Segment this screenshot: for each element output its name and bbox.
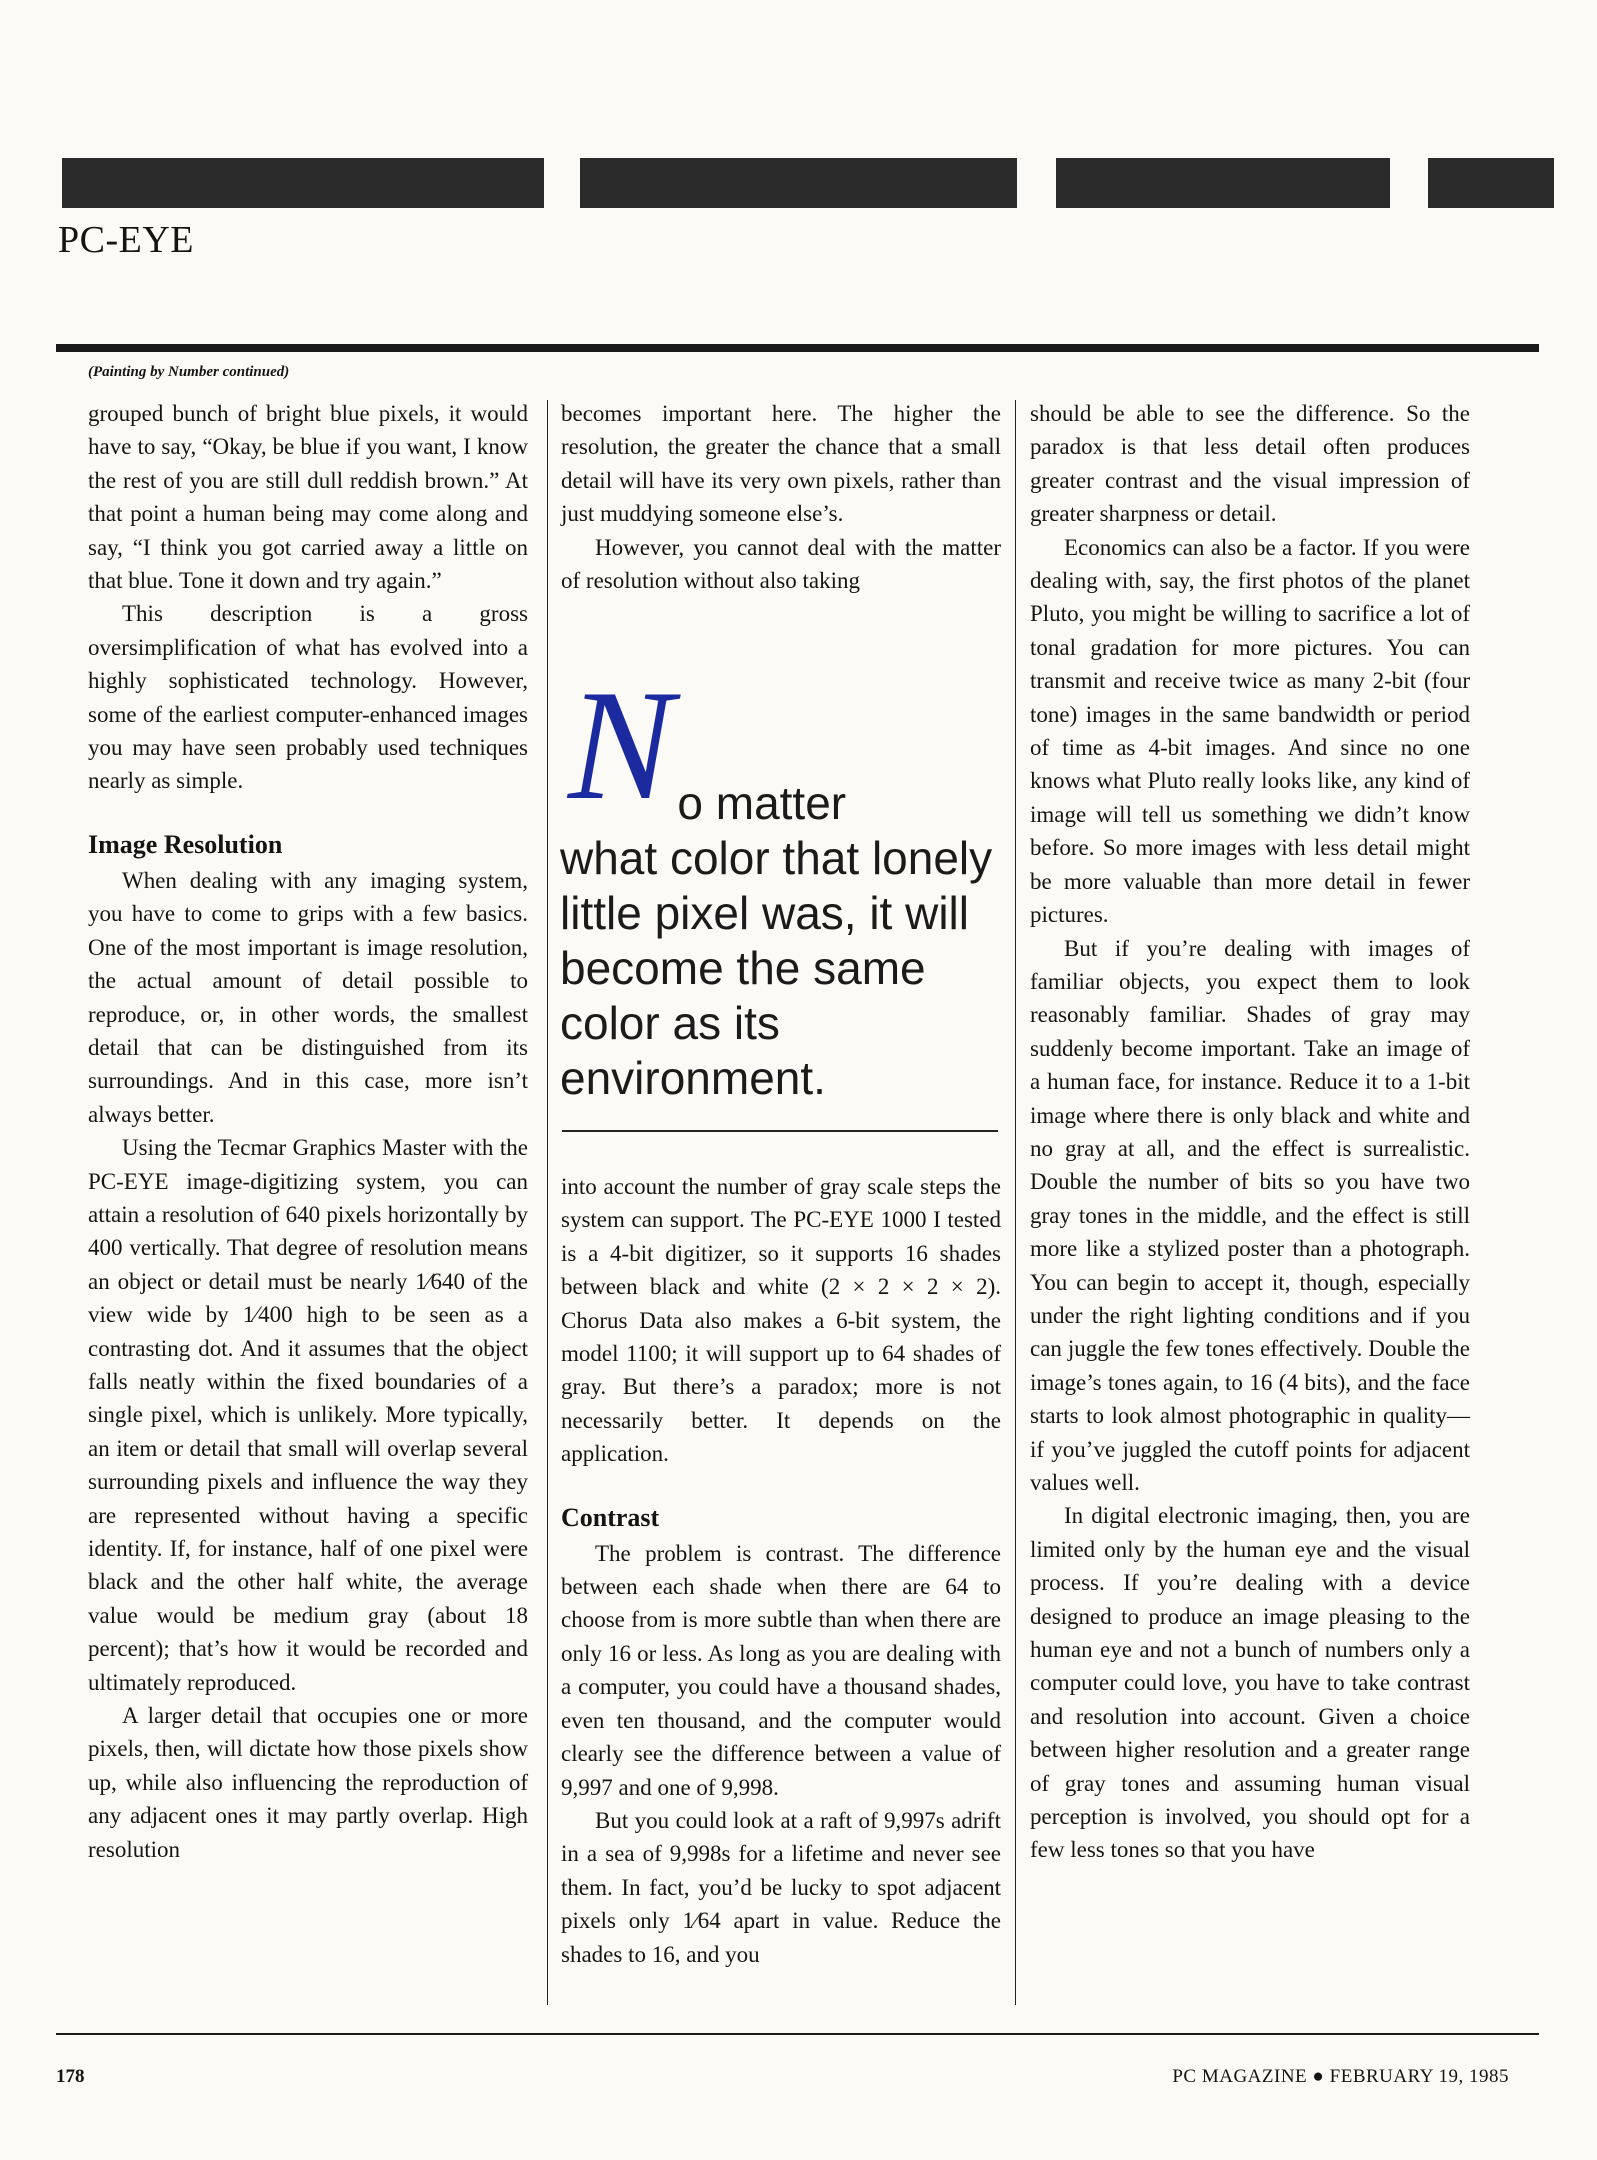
- column-2-bottom: [561, 1170, 1001, 1971]
- footer-publication: [1172, 2066, 1509, 2088]
- pull-quote: [560, 658, 1000, 1106]
- header-bar-2: [580, 158, 1017, 208]
- pull-quote-text: what color that lonely little pixel was, it will become the same color as its environment.: [560, 832, 993, 1104]
- paragraph: However, you cannot deal with the matter of resolution without also taking: [561, 534, 1001, 594]
- subheading-image-resolution: Image Resolution: [88, 829, 283, 859]
- header-bar-3: [1056, 158, 1390, 208]
- pull-quote-first-line: o matter: [677, 777, 847, 829]
- column-1: [88, 397, 528, 1866]
- paragraph: In digital electronic imaging, then, you are limited only by the human eye and the visual process. If you’re dealing with a device designed to produce an image pleasing to the human eye and not a bunch of numbers only a computer could love, you have to take contrast and resolution into account. Given a choice between higher resolution and a greater range of gray tones and assuming human visual perception is involved, you should opt for a few less tones so that you have: [1030, 1503, 1470, 1863]
- bullet-icon: ●: [1312, 2066, 1325, 2087]
- column-divider: [1015, 400, 1016, 2005]
- page-number: 178: [56, 2066, 85, 2087]
- subheading-contrast: Contrast: [561, 1502, 660, 1532]
- continuation-note: (Painting by Number continued): [88, 364, 290, 380]
- bottom-rule: [56, 2033, 1539, 2035]
- header-bar-1: [62, 158, 544, 208]
- paragraph: should be able to see the difference. So the paradox is that less detail often produces greater contrast and the visual impression of greater sharpness or detail.: [1030, 401, 1470, 527]
- paragraph: Using the Tecmar Graphics Master with the PC-EYE image-digitizing system, you can attain a resolution of 640 pixels horizontally by 400 vertically. That degree of resolution means an object or detail must be nearly 1⁄640 of the view wide by 1⁄400 high to be seen as a contrasting dot. And it assumes that the object falls neatly within the fixed boundaries of a single pixel, which is unlikely. More typically, an item or detail that small will overlap several surrounding pixels and influence the way they are represented without having a specific identity. If, for instance, half of one pixel were black and the other half white, the average value would be medium gray (about 18 percent); that’s how it would be recorded and ultimately reproduced.: [88, 1135, 528, 1695]
- column-divider: [547, 400, 548, 2005]
- paragraph: When dealing with any imaging system, you have to come to grips with a few basics. One of the most important is image resolution, the actual amount of detail possible to reproduce, or, in other words, the smallest detail that can be distinguished from its surroundings. And in this case, more isn’t always better.: [88, 867, 528, 1127]
- paragraph: A larger detail that occupies one or more pixels, then, will dictate how those pixels show up, while also influencing the reproduction of any adjacent ones it may partly overlap. High resolution: [88, 1703, 528, 1862]
- paragraph: The problem is contrast. The difference between each shade when there are 64 to choose from is more subtle than when there are only 16 or less. As long as you are dealing with a computer, you could have a thousand shades, even ten thousand, and the computer would clearly see the difference between a value of 9,997 and one of 9,998.: [561, 1540, 1001, 1800]
- drop-cap: N: [568, 658, 674, 833]
- issue-date: FEBRUARY 19, 1985: [1329, 2066, 1509, 2087]
- paragraph: Economics can also be a factor. If you were dealing with, say, the first photos of the planet Pluto, you might be willing to sacrifice a lot of tonal gradation for more pictures. You can transmit and receive twice as many 2-bit (four tone) images in the same bandwidth or period of time as 4-bit images. And since no one knows what Pluto really looks like, any kind of image will tell us something we didn’t know before. So more images with less detail might be more valuable than more detail in fewer pictures.: [1030, 534, 1470, 928]
- paragraph: into account the number of gray scale steps the system can support. The PC-EYE 1000 I tested is a 4-bit digitizer, so it supports 16 shades between black and white (2 × 2 × 2 × 2). Chorus Data also makes a 6-bit system, the model 1100; it will support up to 64 shades of gray. But there’s a paradox; more is not necessarily better. It depends on the application.: [561, 1174, 1001, 1467]
- paragraph: grouped bunch of bright blue pixels, it would have to say, “Okay, be blue if you want, I know the rest of you are still dull reddish brown.” At that point a human being may come along and say, “I think you got carried away a little on that blue. Tone it down and try again.”: [88, 401, 528, 594]
- publication-name: PC MAGAZINE: [1172, 2066, 1308, 2087]
- pull-quote-rule: [562, 1130, 998, 1132]
- header-bar-4: [1428, 158, 1554, 208]
- paragraph: But you could look at a raft of 9,997s adrift in a sea of 9,998s for a lifetime and never see them. In fact, you’d be lucky to spot adjacent pixels only 1⁄64 apart in value. Reduce the shades to 16, and you: [561, 1807, 1001, 1967]
- column-2-top: [561, 397, 1001, 597]
- top-rule: [56, 344, 1539, 352]
- paragraph: But if you’re dealing with images of familiar objects, you expect them to look reasonably familiar. Shades of gray may suddenly become important. Take an image of a human face, for instance. Reduce it to a 1-bit image where there is only black and white and no gray at all, and the effect is surrealistic. Double the number of bits so you have two gray tones in the middle, and the effect is still more like a stylized poster than a photograph. You can begin to accept it, though, especially under the right lighting conditions and if you can juggle the few tones effectively. Double the image’s tones again, to 16 (4 bits), and the face starts to look almost photographic in quality—if you’ve juggled the cutoff points for adjacent values well.: [1030, 935, 1470, 1495]
- paragraph: This description is a gross oversimplification of what has evolved into a highly sophisticated technology. However, some of the earliest computer-enhanced images you may have seen probably used techniques nearly as simple.: [88, 601, 528, 794]
- paragraph: becomes important here. The higher the resolution, the greater the chance that a small detail will have its very own pixels, rather than just muddying someone else’s.: [561, 401, 1001, 527]
- section-title: PC-EYE: [58, 219, 194, 261]
- column-3: [1030, 397, 1470, 1867]
